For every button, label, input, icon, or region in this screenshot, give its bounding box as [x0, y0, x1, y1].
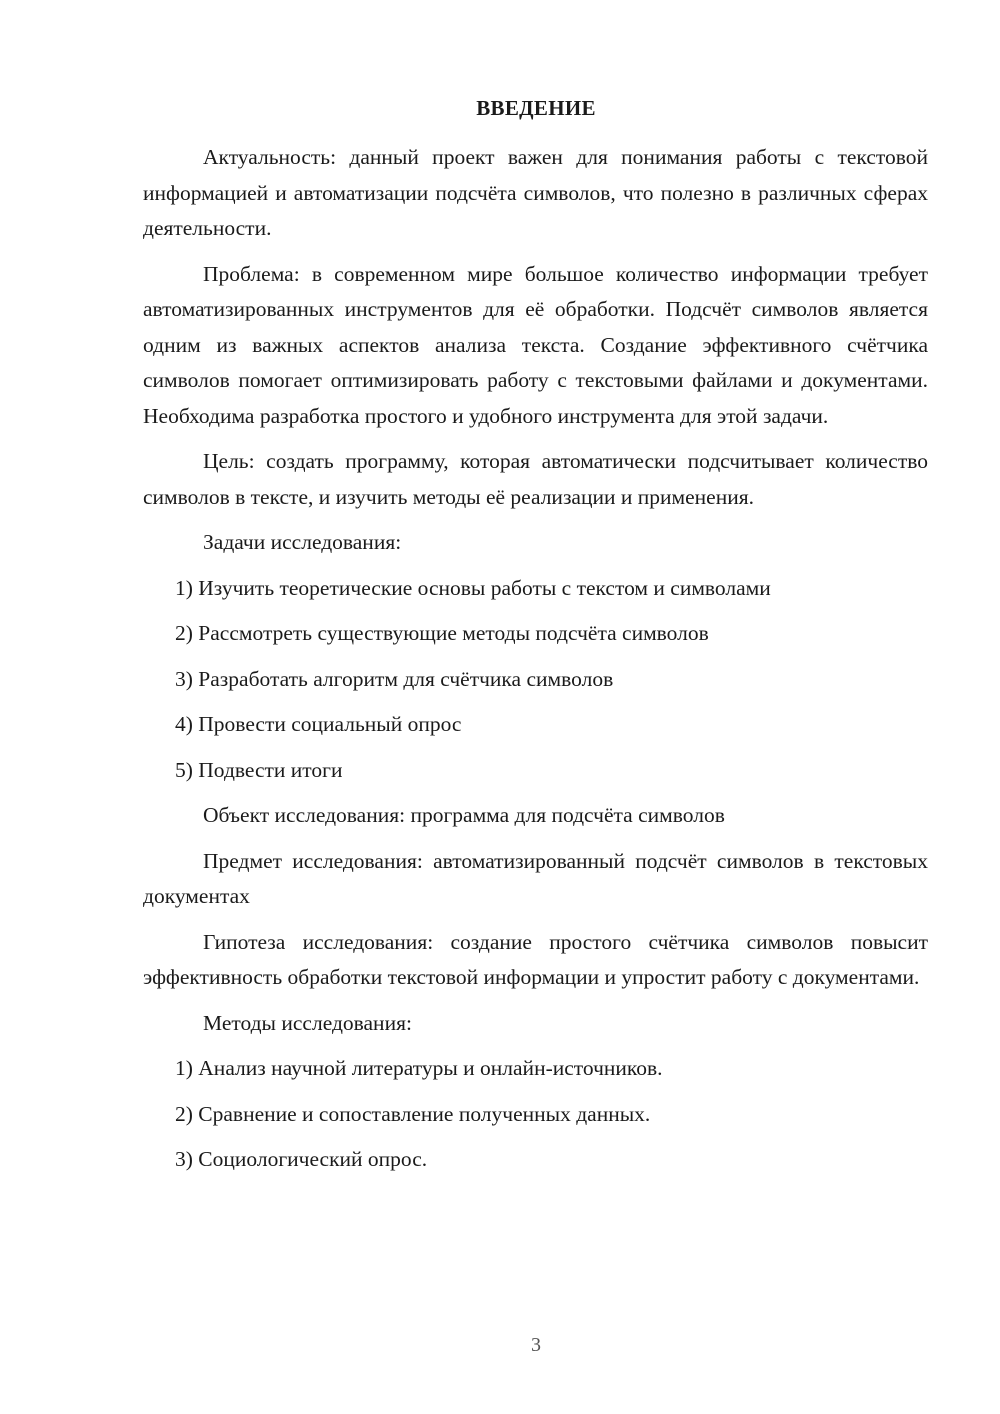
task-item: 2) Рассмотреть существующие методы подсчёта символов [175, 621, 709, 645]
problem-paragraph: Проблема: в современном мире большое количество информации требует автоматизированных инструментов для её обработки. Подсчёт символов является одним из важных аспектов анализа текста. Создание эффективного счётчика символов помогает оптимизировать работу с текстовыми файлами и документами. Необходима разработка простого и удобного инструмента для этой задачи. [143, 261, 928, 428]
subject-paragraph: Предмет исследования: автоматизированный подсчёт символов в текстовых документах [143, 848, 928, 908]
tasks-list [143, 571, 928, 799]
page-number: 3 [531, 1334, 541, 1356]
section-heading: ВВЕДЕНИЕ [476, 96, 596, 120]
hypothesis-paragraph: Гипотеза исследования: создание простого счётчика символов повысит эффективность обработки текстовой информации и упростит работу с документами. [143, 929, 928, 989]
task-item: 1) Изучить теоретические основы работы с текстом и символами [175, 575, 771, 600]
methods-list [143, 1051, 928, 1188]
method-item: 1) Анализ научной литературы и онлайн-источников. [175, 1056, 663, 1080]
object-paragraph: Объект исследования: программа для подсчёта символов [203, 803, 725, 827]
method-item: 2) Сравнение и сопоставление полученных данных. [175, 1101, 651, 1126]
methods-label: Методы исследования: [203, 1010, 412, 1035]
page-content [143, 140, 928, 1188]
task-item: 5) Подвести итоги [175, 757, 343, 782]
tasks-label: Задачи исследования: [203, 530, 402, 554]
goal-paragraph: Цель: создать программу, которая автоматически подсчитывает количество символов в тексте, и изучить методы её реализации и применения. [143, 449, 928, 509]
task-item: 3) Разработать алгоритм для счётчика символов [175, 666, 614, 691]
method-item: 3) Социологический опрос. [175, 1147, 428, 1171]
task-item: 4) Провести социальный опрос [175, 712, 462, 736]
relevance-paragraph: Актуальность: данный проект важен для понимания работы с текстовой информацией и автоматизации подсчёта символов, что полезно в различных сферах деятельности. [143, 145, 928, 240]
